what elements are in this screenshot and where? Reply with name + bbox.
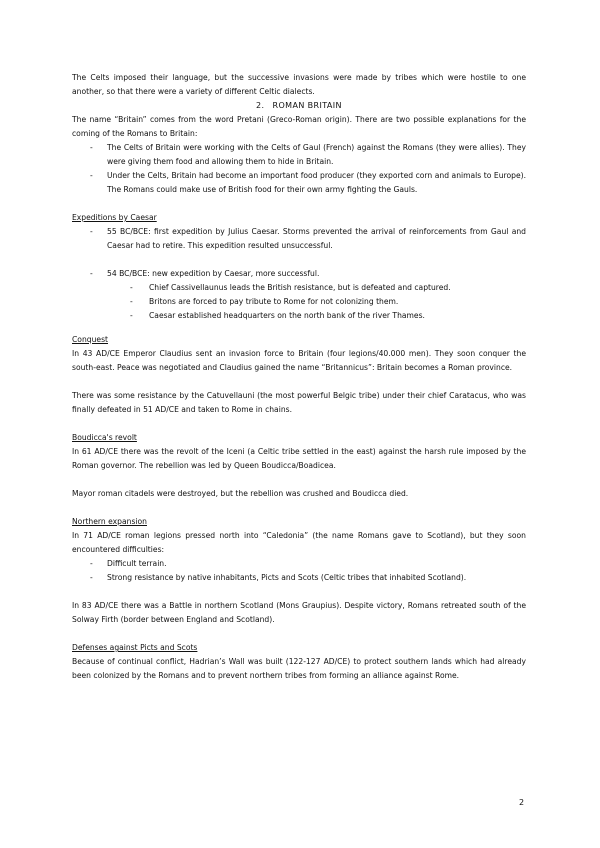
caesar-expeditions-list [72, 225, 526, 253]
list-item: - Under the Celts, Britain had become an important food producer (they exported corn and animals to Europe). The Romans could make use of British food for their own army fighting the Gauls. [72, 169, 526, 197]
section-title: ROMAN BRITAIN [272, 101, 342, 110]
northern-paragraph: In 71 AD/CE roman legions pressed north into “Caledonia” (the name Romans gave to Scotland), but they soon encountered difficulties: [72, 531, 526, 554]
page-number: 2 [519, 798, 525, 807]
conquest-paragraph: In 43 AD/CE Emperor Claudius sent an invasion force to Britain (four legions/40.000 men). They soon conquer the south-east. Peace was negotiated and Claudius gained the name “Britannicus”: Britain becomes a Roman province. [72, 349, 526, 372]
list-item: - Britons are forced to pay tribute to Rome for not colonizing them. [72, 295, 526, 309]
battle-paragraph: In 83 AD/CE there was a Battle in northern Scotland (Mons Graupius). Despite victory, Romans retreated south of the Solway Firth (border between England and Scotland). [72, 601, 526, 624]
list-item: - Caesar established headquarters on the north bank of the river Thames. [72, 309, 526, 323]
document-body [72, 71, 526, 683]
name-paragraph: The name “Britain” comes from the word Pretani (Greco-Roman origin). There are two possible explanations for the coming of the Romans to Britain: [72, 115, 526, 138]
caesar-heading: Expeditions by Caesar [72, 213, 157, 222]
difficulties-list [72, 557, 526, 585]
section-number: 2. [256, 101, 265, 110]
list-item: - 55 BC/BCE: first expedition by Julius Caesar. Storms prevented the arrival of reinforcements from Gaul and Caesar had to retire. This expedition resulted unsuccessful. [72, 225, 526, 253]
list-item: - The Celts of Britain were working with the Celts of Gaul (French) against the Romans (they were allies). They were giving them food and allowing them to hide in Britain. [72, 141, 526, 169]
conquest-heading: Conquest [72, 335, 108, 344]
boudicca-heading: Boudicca's revolt [72, 433, 137, 442]
list-item: - Chief Cassivellaunus leads the British resistance, but is defeated and captured. [72, 281, 526, 295]
citadels-paragraph: Mayor roman citadels were destroyed, but the rebellion was crushed and Boudicca died. [72, 489, 409, 498]
caesar-second-expedition-list [72, 267, 526, 281]
caesar-second-subpoints [72, 281, 526, 323]
defenses-paragraph: Because of continual conflict, Hadrian’s Wall was built (122-127 AD/CE) to protect southern lands which had already been colonized by the Romans and to prevent northern tribes from forming an alliance against Rome. [72, 657, 526, 680]
defenses-heading: Defenses against Picts and Scots [72, 643, 198, 652]
list-item: - Strong resistance by native inhabitants, Picts and Scots (Celtic tribes that inhabited Scotland). [72, 571, 526, 585]
name-explanations-list [72, 141, 526, 197]
list-item [72, 267, 526, 281]
resistance-paragraph: There was some resistance by the Catuvellauni (the most powerful Belgic tribe) under their chief Caratacus, who was finally defeated in 51 AD/CE and taken to Rome in chains. [72, 391, 526, 414]
intro-paragraph: The Celts imposed their language, but the successive invasions were made by tribes which were hostile to one another, so that there were a variety of different Celtic dialects. [72, 73, 526, 96]
northern-heading: Northern expansion [72, 517, 147, 526]
section-heading [72, 99, 526, 113]
boudicca-paragraph: In 61 AD/CE there was the revolt of the Iceni (a Celtic tribe settled in the east) against the harsh rule imposed by the Roman governor. The rebellion was led by Queen Boudicca/Boadicea. [72, 447, 526, 470]
list-item-text: 54 BC/BCE: new expedition by Caesar, more successful. [107, 269, 320, 278]
list-item: - Difficult terrain. [72, 557, 526, 571]
